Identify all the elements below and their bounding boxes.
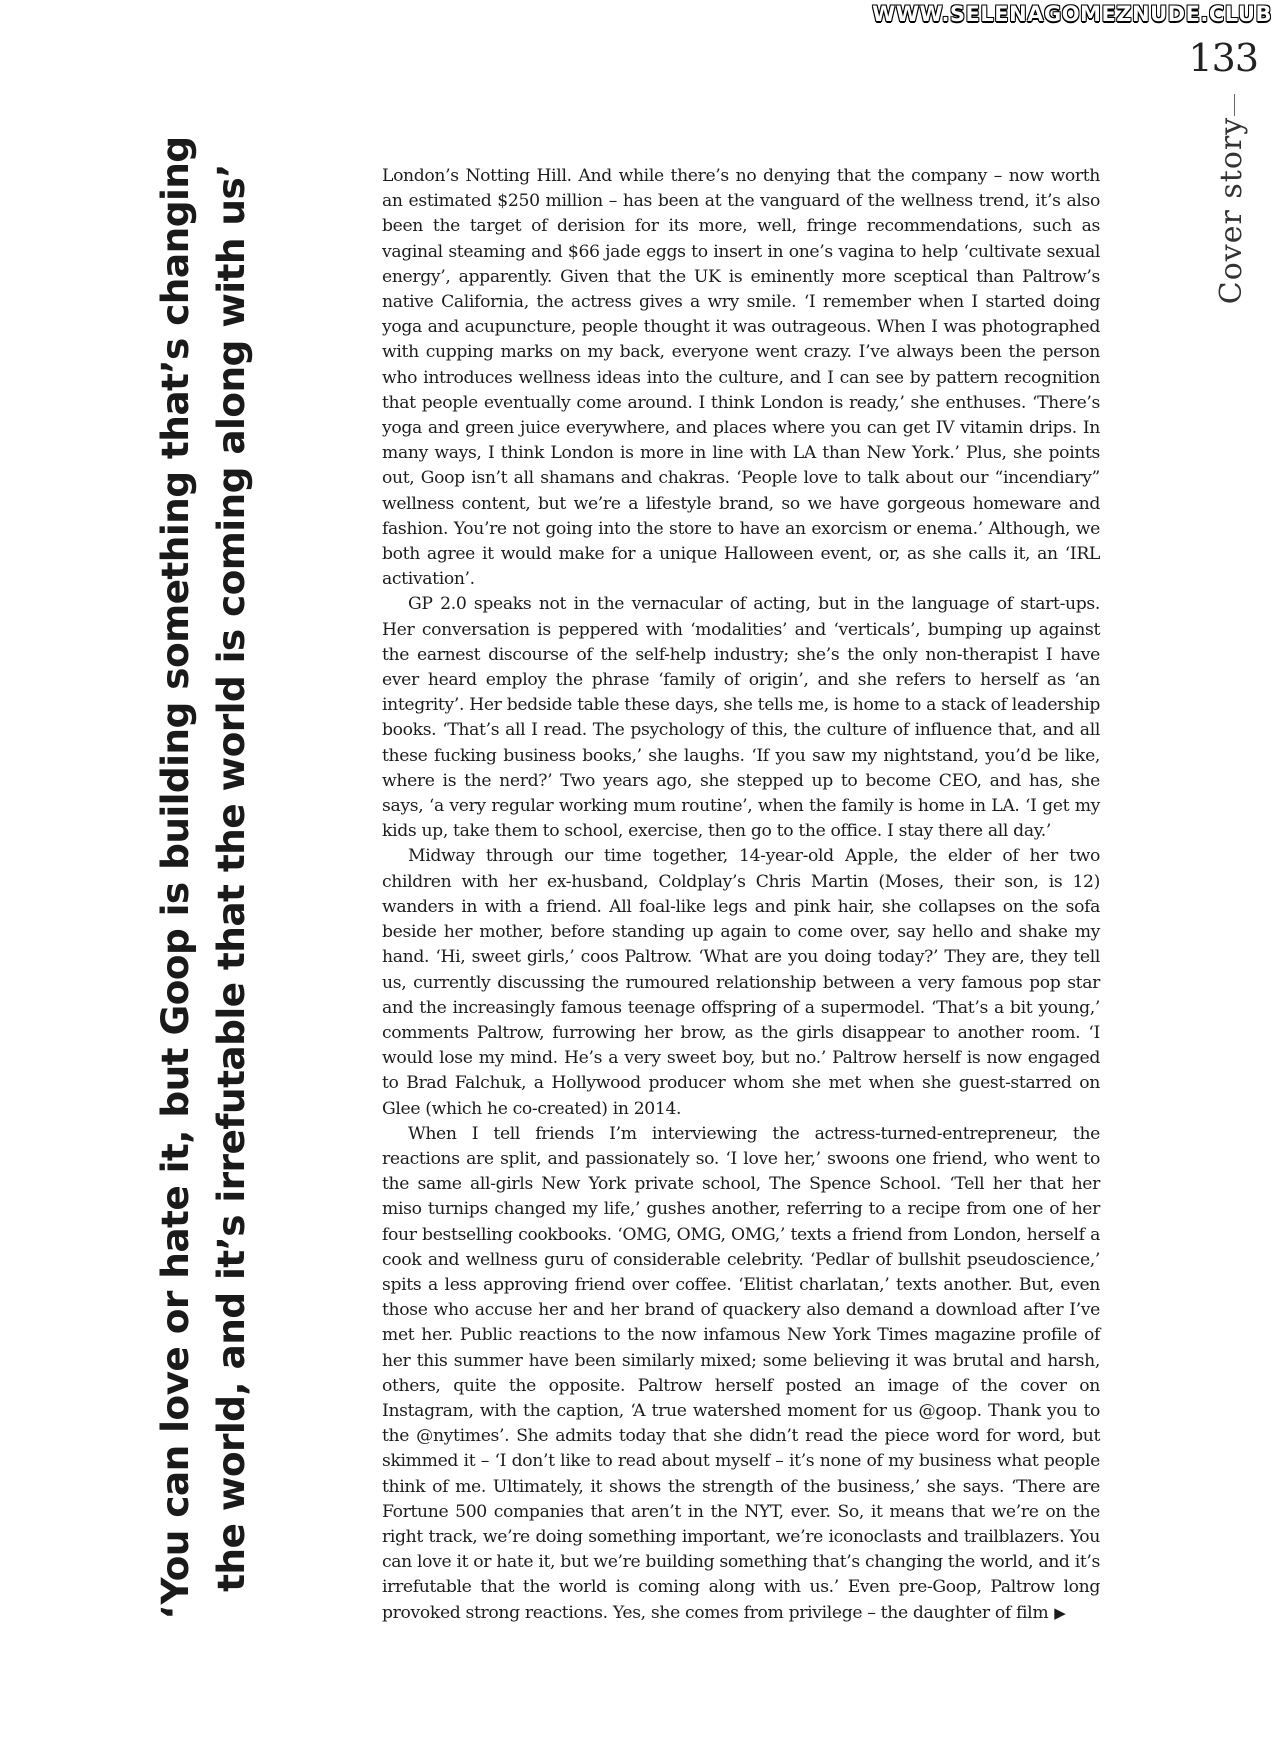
paragraph-3: Midway through our time together, 14-year-old Apple, the elder of her two children with her ex-husband, Coldplay’s Chris Martin (Moses, their son, is 12) wanders in with a friend. All foal-like legs and pink hair, she collapses on the sofa beside her mother, before standing up again to come over, say hello and shake my hand. ‘Hi, sweet girls,’ coos Paltrow. ‘What are you doing today?’ They are, they tell us, currently discussing the rumoured relationship between a very famous pop star and the increasingly famous teenage offspring of a supermodel. ‘That’s a bit young,’ comments Paltrow, furrowing her brow, as the girls disappear to another room. ‘I would lose my mind. He’s a very sweet boy, but no.’ Paltrow herself is now engaged to Brad Falchuk, a Hollywood producer whom she met when she guest-starred on Glee (which he co-created) in 2014. — [382, 846, 1100, 1119]
article-body — [382, 164, 1100, 1626]
paragraph-4 — [382, 1122, 1100, 1626]
pull-quote-line-1: ‘You can love or hate it, but Goop is building something that’s changing — [153, 136, 197, 1620]
right-triangle-icon: ▶ — [1054, 1603, 1066, 1622]
page-number: 133 — [1188, 36, 1258, 80]
watermark: WWW.SELENAGOMEZNUDE.CLUB — [872, 2, 1272, 26]
pull-quote-line-2: the world, and it’s irrefutable that the world is coming along with us’ — [209, 164, 253, 1592]
section-label — [1210, 116, 1254, 304]
section-divider — [1234, 94, 1235, 116]
pull-quote — [148, 118, 258, 1638]
paragraph-1: London’s Notting Hill. And while there’s no denying that the company – now worth an estimated $250 million – has been at the vanguard of the wellness trend, it’s also been the target of derision for its more, well, fringe recommendations, such as vaginal steaming and $66 jade eggs to insert in one’s vagina to help ‘cultivate sexual energy’, apparently. Given that the UK is eminently more sceptical than Paltrow’s native California, the actress gives a wry smile. ‘I remember when I started doing yoga and acupuncture, people thought it was outrageous. When I was photographed with cupping marks on my back, everyone went crazy. I’ve always been the person who introduces wellness ideas into the culture, and I can see by pattern recognition that people eventually come around. I think London is ready,’ she enthuses. ‘There’s yoga and green juice everywhere, and places where you can get IV vitamin drips. In many ways, I think London is more in line with LA than New York.’ Plus, she points out, Goop isn’t all shamans and chakras. ‘People love to talk about our “incendiary” wellness content, but we’re a lifestyle brand, so we have gorgeous homeware and fashion. You’re not going into the store to have an exorcism or enema.’ Although, we both agree it would make for a unique Halloween event, or, as she calls it, an ‘IRL activation’. — [382, 166, 1100, 590]
section-label-text: Cover story — [1214, 116, 1250, 304]
paragraph-4-text: When I tell friends I’m interviewing the actress-turned-entrepreneur, the reactions are split, and passionately so. ‘I love her,’ swoons one friend, who went to the same all-girls New York private school, The Spence School. ‘Tell her that her miso turnips changed my life,’ gushes another, referring to a recipe from one of her four bestselling cookbooks. ‘OMG, OMG, OMG,’ texts a friend from London, herself a cook and wellness guru of considerable celebrity. ‘Pedlar of bullshit pseudoscience,’ spits a less approving friend over coffee. ‘Elitist charlatan,’ texts another. But, even those who accuse her and her brand of quackery also demand a download after I’ve met her. Public reactions to the now infamous New York Times magazine profile of her this summer have been similarly mixed; some believing it was brutal and harsh, others, quite the opposite. Paltrow herself posted an image of the cover on Instagram, with the caption, ‘A true watershed moment for us @goop. Thank you to the @nytimes’. She admits today that she didn’t read the piece word for word, but skimmed it – ‘I don’t like to read about myself – it’s none of my business what people think of me. Ultimately, it shows the strength of the business,’ she says. ‘There are Fortune 500 companies that aren’t in the NYT, ever. So, it means that we’re on the right track, we’re doing something important, we’re iconoclasts and trailblazers. You can love it or hate it, but we’re building something that’s changing the world, and it’s irrefutable that the world is coming along with us.’ Even pre-Goop, Paltrow long provoked strong reactions. Yes, she comes from privilege – the daughter of film — [382, 1123, 1100, 1623]
paragraph-2: GP 2.0 speaks not in the vernacular of acting, but in the language of start-ups. Her conversation is peppered with ‘modalities’ and ‘verticals’, bumping up against the earnest discourse of the self-help industry; she’s the only non-therapist I have ever heard employ the phrase ‘family of origin’, and she refers to herself as ‘an integrity’. Her bedside table these days, she tells me, is home to a stack of leadership books. ‘That’s all I read. The psychology of this, the culture of influence that, and all these fucking business books,’ she laughs. ‘If you saw my nightstand, you’d be like, where is the nerd?’ Two years ago, she stepped up to become CEO, and has, she says, ‘a very regular working mum routine’, when the family is home in LA. ‘I get my kids up, take them to school, exercise, then go to the office. I stay there all day.’ — [382, 594, 1100, 842]
